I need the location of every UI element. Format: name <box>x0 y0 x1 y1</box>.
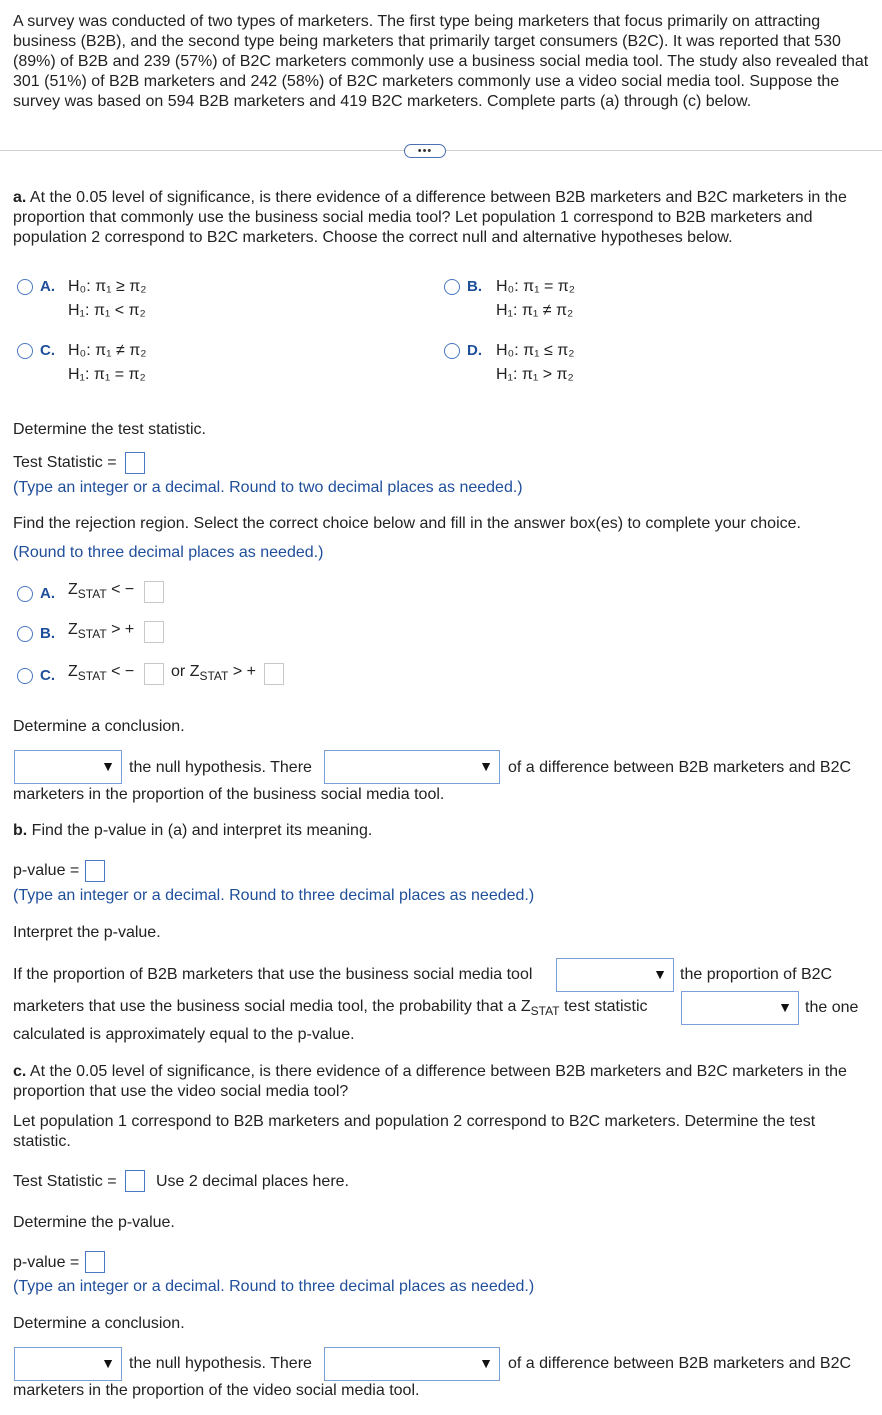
test-stat-input[interactable] <box>125 452 145 474</box>
option-c-letter: C. <box>40 342 55 359</box>
rejection-prompt: Find the rejection region. Select the correct choice below and fill in the answer box(es) to complete your choice. <box>13 515 801 532</box>
chevron-down-icon: ▼ <box>101 1355 115 1371</box>
chevron-down-icon: ▼ <box>479 758 493 774</box>
part-b-label: b. <box>13 822 28 839</box>
pvalue-c-hint: (Type an integer or a decimal. Round to three decimal places as needed.) <box>13 1278 535 1295</box>
pvalue-b-label: p-value = <box>13 862 80 879</box>
part-a-question <box>13 188 873 248</box>
conclusion-a-mid: the null hypothesis. There <box>129 759 312 776</box>
option-a-radio[interactable] <box>17 279 33 295</box>
rejection-c-input-2[interactable] <box>264 663 284 685</box>
part-c-population: Let population 1 correspond to B2B marketers and population 2 correspond to B2C marketers. Determine the test statistic. <box>13 1113 816 1150</box>
option-b-h1: H₁: π₁ ≠ π₂ <box>496 302 574 319</box>
rejection-a-input[interactable] <box>144 581 164 603</box>
conclusion-c-mid: the null hypothesis. There <box>129 1355 312 1372</box>
interp-line2-tail: the one <box>805 999 859 1016</box>
conclusion-a-evidence-dropdown[interactable] <box>324 750 500 784</box>
option-c-h0: H₀: π₁ ≠ π₂ <box>68 342 147 359</box>
rejection-b-letter: B. <box>40 625 55 642</box>
rejection-b-radio[interactable] <box>17 626 33 642</box>
rejection-c-expr-2: or $Z_{STAT}$ > + <box>171 663 256 683</box>
test-stat-c-input[interactable] <box>125 1170 145 1192</box>
chevron-down-icon: ▼ <box>653 966 667 982</box>
part-c-label: c. <box>13 1063 27 1080</box>
rejection-c-expr: $Z_{STAT}$ < − <box>68 663 135 683</box>
conclusion-a-line2: marketers in the proportion of the business social media tool. <box>13 786 445 803</box>
conclusion-c-tail: of a difference between B2B marketers and B2C <box>508 1355 852 1372</box>
pvalue-c-input[interactable] <box>85 1251 105 1273</box>
rejection-a-letter: A. <box>40 585 55 602</box>
conclusion-c-prompt: Determine a conclusion. <box>13 1315 185 1332</box>
rejection-a-expr: $Z_{STAT}$ < − <box>68 581 135 601</box>
expand-button[interactable]: ••• <box>404 144 446 158</box>
interpret-prompt: Interpret the p-value. <box>13 924 161 941</box>
chevron-down-icon: ▼ <box>479 1355 493 1371</box>
determine-stat-prompt: Determine the test statistic. <box>13 421 206 438</box>
part-c-question: c. At the 0.05 level of significance, is there evidence of a difference between B2B marketers and B2C marketers in the proportion that use the video social media tool? <box>13 1063 847 1100</box>
chevron-down-icon: ▼ <box>101 758 115 774</box>
conclusion-c-evidence-dropdown[interactable] <box>324 1347 500 1381</box>
rejection-a-radio[interactable] <box>17 586 33 602</box>
option-c-h1: H₁: π₁ = π₂ <box>68 366 146 383</box>
interp-compare-dropdown[interactable] <box>556 958 674 992</box>
option-a-h1: H₁: π₁ < π₂ <box>68 302 146 319</box>
option-d-letter: D. <box>467 342 482 359</box>
option-d-radio[interactable] <box>444 343 460 359</box>
option-a-letter: A. <box>40 278 55 295</box>
test-stat-c-label: Test Statistic = <box>13 1173 117 1190</box>
problem-intro: A survey was conducted of two types of marketers. The first type being marketers that focus primarily on attracting business (B2B), and the second type being marketers that primarily target consumers (B2C). It was reported that 530 (89%) of B2B and 239 (57%) of B2C marketers commonly use a business social media tool. The study also revealed that 301 (51%) of B2B marketers and 242 (58%) of B2C marketers commonly use a video social media tool. Suppose the survey was based on 594 B2B marketers and 419 B2C marketers. Complete parts (a) through (c) below. <box>13 13 869 110</box>
rejection-c-radio[interactable] <box>17 668 33 684</box>
conclusion-c-reject-dropdown[interactable] <box>14 1347 122 1381</box>
option-b-letter: B. <box>467 278 482 295</box>
interp-extreme-dropdown[interactable] <box>681 991 799 1025</box>
test-stat-c-note: Use 2 decimal places here. <box>156 1173 349 1190</box>
option-c-radio[interactable] <box>17 343 33 359</box>
pvalue-b-input[interactable] <box>85 860 105 882</box>
pvalue-c-label: p-value = <box>13 1254 80 1271</box>
option-d-h1: H₁: π₁ > π₂ <box>496 366 574 383</box>
conclusion-a-reject-dropdown[interactable] <box>14 750 122 784</box>
pvalue-b-hint: (Type an integer or a decimal. Round to three decimal places as needed.) <box>13 887 535 904</box>
chevron-down-icon: ▼ <box>778 999 792 1015</box>
conclusion-c-line2: marketers in the proportion of the video social media tool. <box>13 1382 420 1399</box>
interp-line1-tail: the proportion of B2C <box>680 966 833 983</box>
test-stat-label: Test Statistic = <box>13 454 117 471</box>
rejection-hint: (Round to three decimal places as needed.) <box>13 544 324 561</box>
option-d-h0: H₀: π₁ ≤ π₂ <box>496 342 575 359</box>
conclusion-a-prompt: Determine a conclusion. <box>13 718 185 735</box>
option-a-h0: H₀: π₁ ≥ π₂ <box>68 278 147 295</box>
rejection-b-expr: $Z_{STAT}$ > + <box>68 621 135 641</box>
rejection-c-input-1[interactable] <box>144 663 164 685</box>
option-b-h0: H₀: π₁ = π₂ <box>496 278 576 295</box>
conclusion-a-tail: of a difference between B2B marketers and B2C <box>508 759 852 776</box>
part-a-label: a. <box>13 189 27 206</box>
interp-line2: marketers that use the business social media tool, the probability that a $Z_{STAT}$ test statistic <box>13 998 648 1018</box>
determine-p-prompt: Determine the p-value. <box>13 1214 175 1231</box>
interp-line1: If the proportion of B2B marketers that use the business social media tool <box>13 966 533 983</box>
part-a-text: At the 0.05 level of significance, is there evidence of a difference between B2B marketers and B2C marketers in the proportion that commonly use the business social media tool? Let population 1 correspond to B2B marketers and population 2 correspond to B2C marketers. Choose the correct null and alternative hypotheses below. <box>13 189 847 246</box>
part-b-question: b. Find the p-value in (a) and interpret its meaning. <box>13 822 373 839</box>
rejection-b-input[interactable] <box>144 621 164 643</box>
rejection-c-letter: C. <box>40 667 55 684</box>
option-b-radio[interactable] <box>444 279 460 295</box>
interp-line3: calculated is approximately equal to the p-value. <box>13 1026 355 1043</box>
test-stat-hint: (Type an integer or a decimal. Round to two decimal places as needed.) <box>13 479 523 496</box>
